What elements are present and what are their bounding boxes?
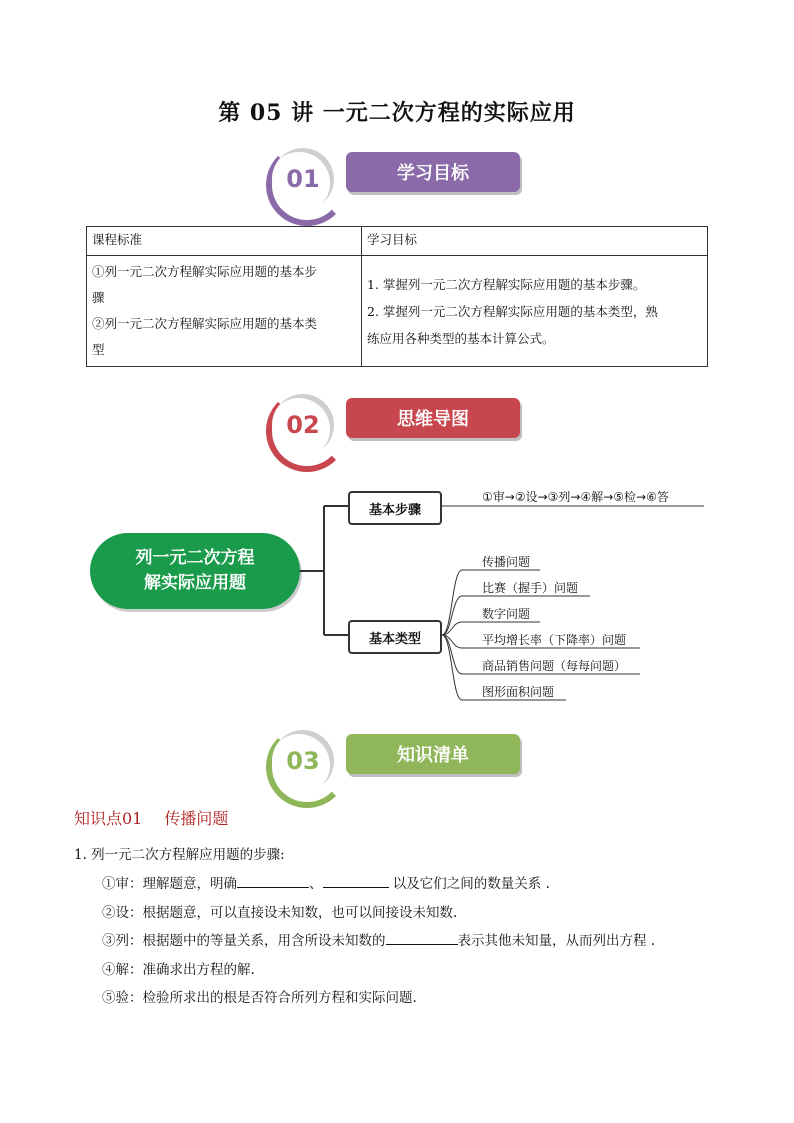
section-number: 01: [286, 165, 320, 193]
section-label: 学习目标: [346, 152, 520, 192]
step-text: ①审：理解题意，明确: [102, 876, 237, 892]
type-item: 比赛（握手）问题: [482, 581, 579, 595]
steps-intro: 1. 列一元二次方程解应用题的步骤:: [74, 847, 285, 863]
section-label: 思维导图: [346, 398, 520, 438]
goal-line: 2. 掌握列一元二次方程解实际应用题的基本类型，熟: [367, 303, 658, 319]
step-text: 、: [309, 876, 323, 892]
standard-line: ②列一元二次方程解实际应用题的基本类: [92, 316, 318, 331]
fill-blank: [237, 873, 309, 888]
mindmap-root: [90, 533, 300, 609]
standard-line: 骤: [92, 290, 105, 305]
knowledge-point-title: [74, 806, 228, 829]
type-item: 传播问题: [482, 555, 531, 569]
kp-label: 知识点01: [74, 809, 143, 828]
kp-name: 传播问题: [164, 809, 229, 828]
step-list: [102, 929, 655, 949]
section-number: 03: [286, 747, 320, 775]
goal-line: 练应用各种类型的基本计算公式。: [367, 330, 555, 346]
step-review: [102, 872, 550, 892]
type-item: 图形面积问题: [482, 685, 555, 699]
type-item: 数字问题: [482, 607, 531, 621]
step-solve: ④解：准确求出方程的解.: [102, 962, 255, 978]
branch-basic-steps: 基本步骤: [348, 491, 442, 525]
header-course-standard: 课程标准: [87, 227, 362, 256]
step-verify: ⑤验：检验所求出的根是否符合所列方程和实际问题.: [102, 990, 417, 1006]
type-item: 平均增长率（下降率）问题: [482, 633, 627, 647]
page-title: 第 05 讲 一元二次方程的实际应用: [218, 100, 576, 126]
section-badge-03: [272, 730, 524, 800]
header-learning-goals: 学习目标: [362, 227, 708, 256]
fill-blank: [386, 930, 458, 945]
root-line: 解实际应用题: [144, 573, 246, 593]
step-text: ③列：根据题中的等量关系，用含所设未知数的: [102, 933, 386, 949]
badge-circle: [272, 730, 334, 792]
goal-line: 1. 掌握列一元二次方程解实际应用题的基本步骤。: [367, 276, 646, 292]
section-number: 02: [286, 411, 320, 439]
root-line: 列一元二次方程: [135, 548, 255, 568]
branch-basic-types: 基本类型: [348, 620, 442, 654]
standard-line: 型: [92, 342, 105, 357]
section-label: 知识清单: [346, 734, 520, 774]
step-text: 以及它们之间的数量关系 .: [388, 876, 550, 892]
step-text: 表示其他未知量，从而列出方程 .: [457, 933, 656, 949]
steps-text: ①审→②设→③列→④解→⑤检→⑥答: [482, 490, 669, 504]
step-set: ②设：根据题意，可以直接设未知数，也可以间接设未知数.: [102, 905, 458, 921]
type-item: 商品销售问题（每每问题）: [482, 659, 627, 673]
fill-blank: [323, 873, 389, 888]
standard-line: ①列一元二次方程解实际应用题的基本步: [92, 264, 318, 279]
